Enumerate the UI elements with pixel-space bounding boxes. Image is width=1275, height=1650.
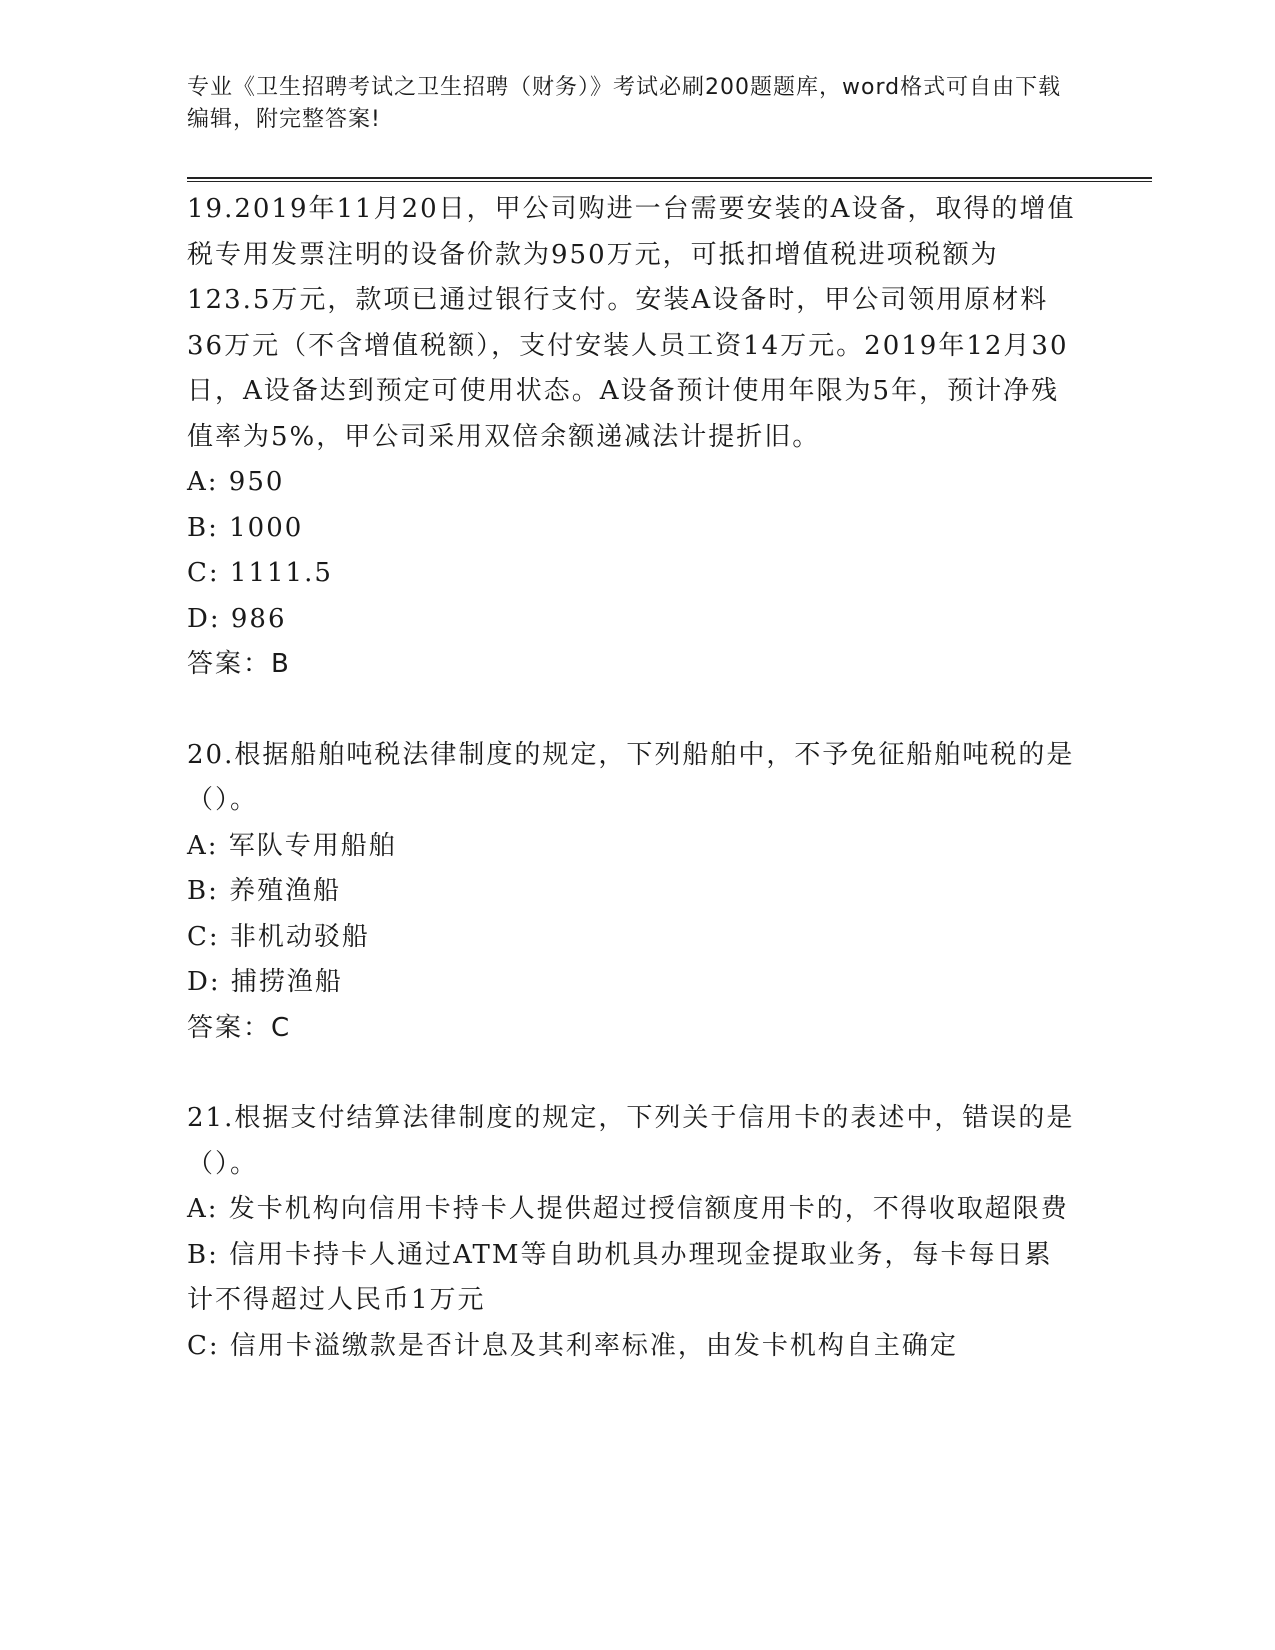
answer: 答案：C [187,1012,292,1043]
question-list [187,187,1077,1369]
question-stem: 19.2019年11月20日，甲公司购进一台需要安装的A设备，取得的增值税专用发票注明的设备价款为950万元，可抵扣增值税进项税额为123.5万元，款项已通过银行支付。安装A设备时，甲公司领用原材料36万元（不含增值税额），支付安装人员工资14万元。2019年12月30日，A设备达到预定可使用状态。A设备预计使用年限为5年，预计净残值率为5%，甲公司采用双倍余额递减法计提折旧。 [187,194,1076,452]
option-b: B: 养殖渔船 [187,876,342,906]
page-header: 专业《卫生招聘考试之卫生招聘（财务）》考试必刷200题题库，word格式可自由下载编辑，附完整答案! [187,75,1062,132]
option-d: D: 986 [187,603,287,634]
option-d: D: 捕捞渔船 [187,967,343,997]
question-stem: 21.根据支付结算法律制度的规定，下列关于信用卡的表述中，错误的是（）。 [187,1103,1075,1179]
question-stem: 20.根据船舶吨税法律制度的规定，下列船舶中，不予免征船舶吨税的是（）。 [187,739,1075,815]
option-c: C: 非机动驳船 [187,921,370,952]
option-a: A: 发卡机构向信用卡持卡人提供超过授信额度用卡的，不得收取超限费 [187,1194,1069,1224]
answer: 答案：B [187,649,291,679]
option-c: C: 1111.5 [187,558,333,588]
question-20 [187,733,1077,1052]
question-21 [187,1096,1077,1369]
question-19 [187,187,1077,688]
option-a: A: 950 [187,467,285,497]
spacer [187,1051,1077,1096]
option-c: C: 信用卡溢缴款是否计息及其利率标准，由发卡机构自主确定 [187,1330,958,1361]
option-a: A: 军队专用船舶 [187,830,397,861]
spacer [187,688,1077,733]
option-b: B: 1000 [187,512,304,543]
header-divider [187,177,1152,182]
option-b: B: 信用卡持卡人通过ATM等自助机具办理现金提取业务，每卡每日累计不得超过人民币1万元 [187,1239,1053,1315]
